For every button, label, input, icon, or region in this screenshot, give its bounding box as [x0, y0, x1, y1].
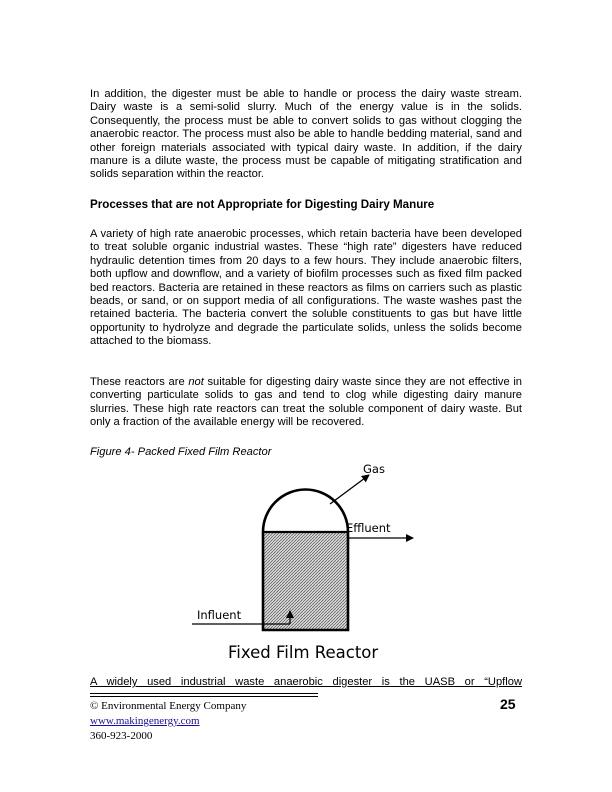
influent-label: Influent	[197, 608, 242, 622]
diagram-title: Fixed Film Reactor	[228, 643, 379, 662]
high-rate-processes-paragraph: A variety of high rate anaerobic processes, which retain bacteria have been developed to treat soluble organic industrial wastes. These “high rate” digesters have reduced hydraulic detention times from 20 days to a few hours. They include anaerobic filters, both upflow and downflow, and a variety of biofilm processes such as fixed film packed bed reactors. Bacteria are retained in these reactors as films on carriers such as plastic beads, or sand, or on support media of all configurations. The waste washes past the retained bacteria. The bacteria convert the soluble constituents to gas but have little opportunity to hydrolyze and degrade the particulate solids, unless the solids become attached to the biomass.	[90, 228, 522, 348]
footer-phone: 360-923-2000	[90, 730, 153, 742]
website-link[interactable]: www.makingenergy.com	[90, 715, 200, 727]
emphasis-not: not	[188, 376, 204, 388]
effluent-label: Effluent	[346, 521, 391, 535]
packed-media-fill	[263, 532, 348, 630]
paragraph3-end: suitable for digesting dairy waste since they are not effective in converting particulate solids to gas and tend to clog while digesting dairy manure slurries. These high rate reactors can treat the soluble component of dairy waste. But only a fraction of the available energy will be recovered.	[90, 376, 522, 429]
section-heading: Processes that are not Appropriate for Digesting Dairy Manure	[90, 198, 435, 211]
footer-copyright: © Environmental Energy Company	[90, 700, 247, 712]
unsuitable-reactors-paragraph	[90, 376, 522, 430]
paragraph3-start: These reactors are	[90, 376, 189, 388]
cutoff-text-line: A widely used industrial waste anaerobic digester is the UASB or “Upflow	[90, 676, 522, 688]
footer-rule-top	[90, 693, 318, 694]
intro-paragraph: In addition, the digester must be able to handle or process the dairy waste stream. Dairy waste is a semi-solid slurry. Much of the energy value is in the solids. Consequently, the process must be able to convert solids to gas without clogging the anaerobic reactor. The process must also be able to handle bedding material, sand and other foreign materials associated with typical dairy waste. In addition, if the dairy manure is a dilute waste, the process must be capable of mitigating stratification and solids separation within the reactor.	[90, 88, 522, 181]
gas-label: Gas	[363, 462, 385, 476]
footer-website-row	[90, 715, 200, 727]
fixed-film-reactor-diagram	[180, 452, 420, 667]
gas-arrow	[330, 475, 369, 504]
footer-rule-bottom	[90, 696, 318, 697]
page-number: 25	[500, 696, 516, 712]
figure-caption: Figure 4- Packed Fixed Film Reactor	[90, 446, 272, 458]
